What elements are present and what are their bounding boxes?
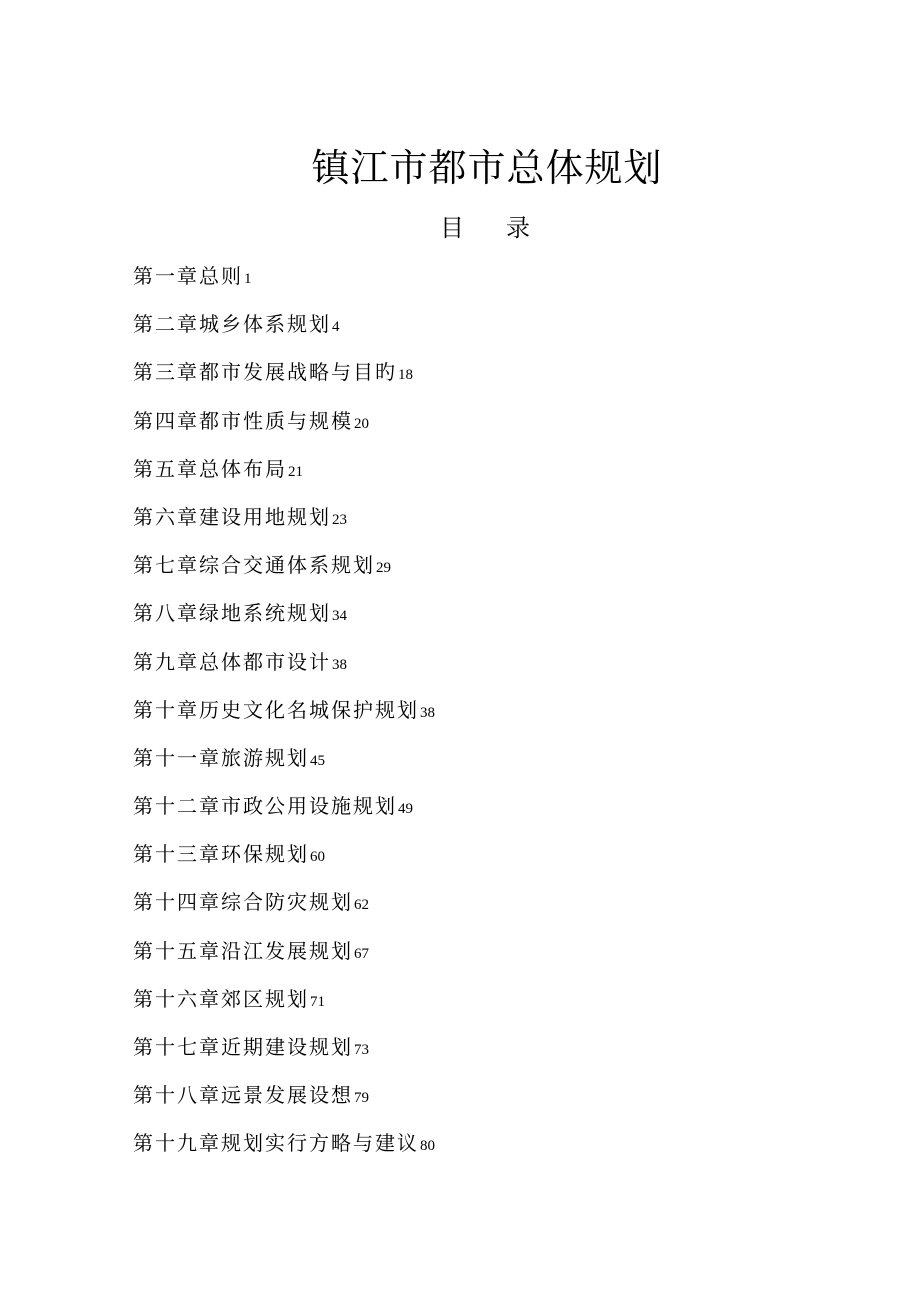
toc-entry-title: 第八章绿地系统规划 [133,601,331,626]
toc-entry[interactable] [133,740,435,788]
toc-entry-title: 第一章总则 [133,264,243,288]
toc-entry[interactable] [133,692,435,740]
toc-entry-title: 第五章总体布局 [133,456,287,481]
toc-entry-page: 29 [376,560,391,577]
toc-entry-title: 第十九章规划实行方略与建议 [133,1131,419,1156]
toc-entry-page: 49 [398,801,413,818]
toc-entry[interactable] [133,547,435,595]
toc-entry[interactable] [133,595,435,643]
toc-entry-page: 1 [244,271,252,287]
document-title: 镇江市都市总体规划 [311,146,663,190]
toc-entry-page: 4 [332,319,340,336]
toc-entry-page: 21 [288,463,303,480]
toc-entry-title: 第十七章近期建设规划 [133,1035,353,1059]
toc-entry[interactable] [133,258,435,306]
toc-entry[interactable] [133,1077,435,1125]
toc-entry[interactable] [133,451,435,499]
toc-entry[interactable] [133,981,435,1029]
toc-entry-title: 第三章都市发展战略与目旳 [133,360,397,385]
toc-entry-title: 第二章城乡体系规划 [133,312,331,337]
toc-entry[interactable] [133,933,435,981]
toc-entry[interactable] [133,884,435,932]
toc-entry-title: 第六章建设用地规划 [133,504,331,529]
toc-entry[interactable] [133,1125,435,1173]
toc-entry[interactable] [133,788,435,836]
toc-entry-title: 第十六章郊区规划 [133,986,309,1011]
toc-entry-page: 67 [354,945,369,962]
toc-heading-left: 目 [440,214,464,242]
toc-entry-title: 第十三章环保规划 [133,842,309,867]
toc-entry-page: 18 [398,367,413,384]
toc-entry-title: 第十四章综合防灾规划 [133,890,353,915]
toc-entry-page: 23 [332,511,347,528]
toc-entry-title: 第四章都市性质与规模 [133,408,353,433]
toc-entry[interactable] [133,403,435,451]
toc-entry-title: 第十八章远景发展设想 [133,1083,353,1108]
toc-entry-page: 38 [332,656,347,673]
toc-entry-page: 73 [354,1042,369,1058]
toc-entry-page: 80 [420,1138,435,1155]
toc-heading-right: 录 [506,214,530,242]
toc-entry-page: 20 [354,415,369,432]
toc-entry-page: 60 [310,849,325,866]
toc-heading [0,210,920,246]
toc-entry[interactable] [133,306,435,354]
toc-list [133,258,435,1174]
toc-entry[interactable] [133,836,435,884]
toc-entry-page: 45 [310,752,325,769]
toc-entry-page: 71 [310,993,325,1010]
toc-entry-page: 62 [354,897,369,914]
toc-entry-page: 34 [332,608,347,625]
toc-entry-title: 第十章历史文化名城保护规划 [133,697,419,722]
toc-entry-title: 第九章总体都市设计 [133,649,331,674]
toc-entry[interactable] [133,1029,435,1077]
toc-entry-title: 第十二章市政公用设施规划 [133,794,397,819]
toc-entry-title: 第十五章沿江发展规划 [133,938,353,963]
toc-entry[interactable] [133,354,435,402]
toc-entry-title: 第十一章旅游规划 [133,745,309,770]
toc-entry-page: 79 [354,1090,369,1107]
toc-entry[interactable] [133,644,435,692]
toc-entry[interactable] [133,499,435,547]
toc-entry-title: 第七章综合交通体系规划 [133,553,375,578]
toc-entry-page: 38 [420,704,435,721]
